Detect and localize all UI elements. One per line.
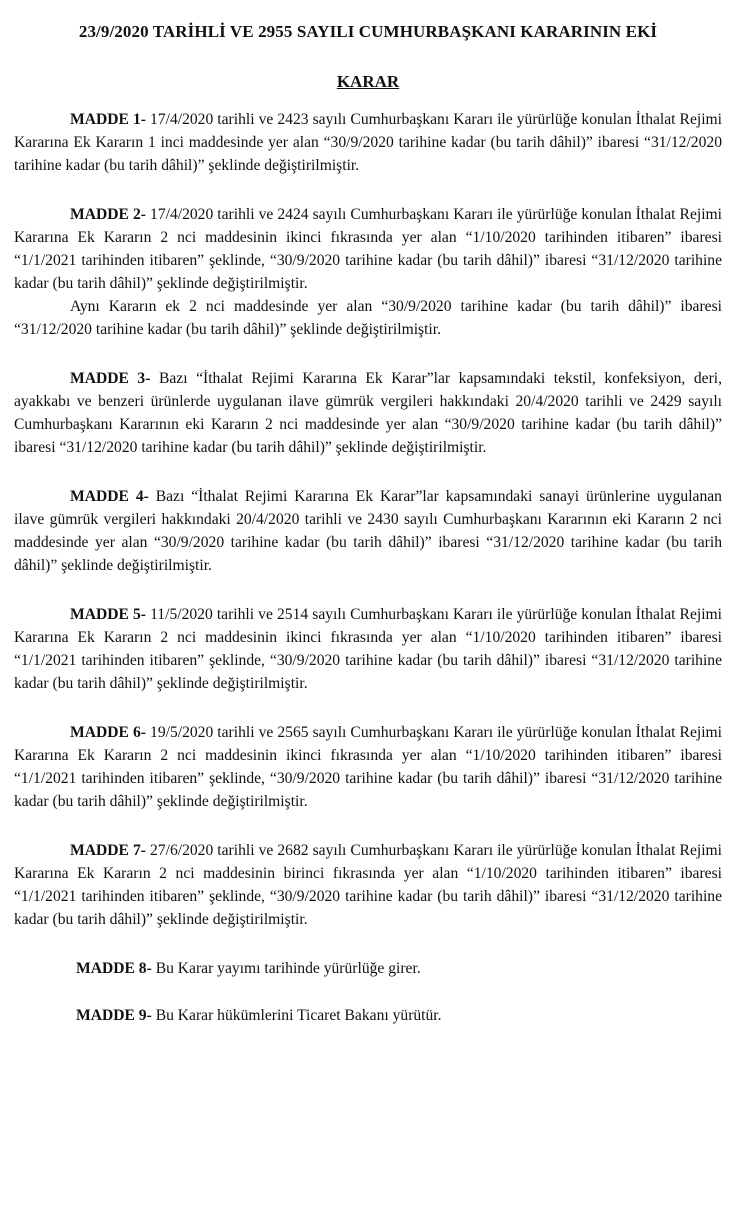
article-text: Bu Karar yayımı tarihinde yürürlüğe girer. xyxy=(155,960,421,977)
article-text: Bazı “İthalat Rejimi Kararına Ek Karar”lar kapsamındaki sanayi ürünlerine uygulanan ilave gümrük vergileri hakkındaki 20/4/2020 tarihli ve 2430 sayılı Cumhurbaşkanı Kararının eki Kararın 2 nci maddesinde yer alan “30/9/2020 tarihine kadar (bu tarih dâhil)” ibaresi “31/12/2020 tarihine kadar (bu tarih dâhil)” şeklinde değiştirilmiştir. xyxy=(14,488,722,574)
article-9 xyxy=(14,1004,722,1027)
article-text: 27/6/2020 tarihli ve 2682 sayılı Cumhurbaşkanı Kararı ile yürürlüğe konulan İthalat Rejimi Kararına Ek Kararın 2 nci maddesinin birinci fıkrasında yer alan “1/10/2020 tarihinden itibaren” ibaresi “1/1/2021 tarihinden itibaren” şeklinde, “30/9/2020 tarihine kadar (bu tarih dâhil)” ibaresi “31/12/2020 tarihine kadar (bu tarih dâhil)” şeklinde değiştirilmiştir. xyxy=(14,842,723,928)
article-5 xyxy=(14,603,722,695)
document-heading: KARAR xyxy=(336,72,400,91)
article-label: MADDE 6- xyxy=(70,724,146,741)
article-text: 19/5/2020 tarihli ve 2565 sayılı Cumhurbaşkanı Kararı ile yürürlüğe konulan İthalat Rejimi Kararına Ek Kararın 2 nci maddesinin ikinci fıkrasında yer alan “1/10/2020 tarihinden itibaren” ibaresi “1/1/2021 tarihinden itibaren” şeklinde, “30/9/2020 tarihine kadar (bu tarih dâhil)” ibaresi “31/12/2020 tarihine kadar (bu tarih dâhil)” şeklinde değiştirilmiştir. xyxy=(14,724,723,810)
article-paragraph xyxy=(14,367,722,459)
article-label: MADDE 8- xyxy=(76,960,152,977)
article-text: Bu Karar hükümlerini Ticaret Bakanı yürütür. xyxy=(155,1007,442,1024)
article-paragraph xyxy=(14,485,722,577)
article-6 xyxy=(14,721,722,813)
article-4 xyxy=(14,485,722,577)
article-label: MADDE 2- xyxy=(70,206,146,223)
document-title: 23/9/2020 TARİHLİ VE 2955 SAYILI CUMHURBAŞKANI KARARININ EKİ xyxy=(78,22,658,41)
article-2 xyxy=(14,203,722,341)
article-label: MADDE 7- xyxy=(70,842,146,859)
article-3 xyxy=(14,367,722,459)
article-text: Bazı “İthalat Rejimi Kararına Ek Karar”lar kapsamındaki tekstil, konfeksiyon, deri, ayakkabı ve benzeri ürünlerde uygulanan ilave gümrük vergileri hakkındaki 20/4/2020 tarihli ve 2429 sayılı Cumhurbaşkanı Kararının eki Kararın 2 nci maddesinde yer alan “30/9/2020 tarihine kadar (bu tarih dâhil)” ibaresi “31/12/2020 tarihine kadar (bu tarih dâhil)” şeklinde değiştirilmiştir. xyxy=(14,370,722,456)
article-label: MADDE 4- xyxy=(70,488,149,505)
article-label: MADDE 5- xyxy=(70,606,146,623)
article-8 xyxy=(14,957,722,980)
article-paragraph xyxy=(14,839,722,931)
article-paragraph xyxy=(14,295,722,341)
article-label: MADDE 3- xyxy=(70,370,151,387)
article-text: 11/5/2020 tarihli ve 2514 sayılı Cumhurbaşkanı Kararı ile yürürlüğe konulan İthalat Rejimi Kararına Ek Kararın 2 nci maddesinin ikinci fıkrasında yer alan “1/10/2020 tarihinden itibaren” ibaresi “1/1/2021 tarihinden itibaren” şeklinde, “30/9/2020 tarihine kadar (bu tarih dâhil)” ibaresi “31/12/2020 tarihine kadar (bu tarih dâhil)” şeklinde değiştirilmiştir. xyxy=(14,606,722,692)
article-paragraph xyxy=(14,203,722,295)
article-text: 17/4/2020 tarihli ve 2423 sayılı Cumhurbaşkanı Kararı ile yürürlüğe konulan İthalat Rejimi Kararına Ek Kararın 1 inci maddesinde yer alan “30/9/2020 tarihine kadar (bu tarih dâhil)” ibaresi “31/12/2020 tarihine kadar (bu tarih dâhil)” şeklinde değiştirilmiştir. xyxy=(14,111,723,174)
article-label: MADDE 9- xyxy=(76,1007,152,1024)
article-1 xyxy=(14,108,722,177)
article-paragraph xyxy=(14,603,722,695)
article-paragraph xyxy=(14,108,722,177)
article-paragraph xyxy=(14,721,722,813)
article-7 xyxy=(14,839,722,931)
article-label: MADDE 1- xyxy=(70,111,146,128)
article-paragraph xyxy=(14,1004,722,1027)
article-text: Aynı Kararın ek 2 nci maddesinde yer alan “30/9/2020 tarihine kadar (bu tarih dâhil)” ibaresi “31/12/2020 tarihine kadar (bu tarih dâhil)” şeklinde değiştirilmiştir. xyxy=(14,298,722,338)
article-text: 17/4/2020 tarihli ve 2424 sayılı Cumhurbaşkanı Kararı ile yürürlüğe konulan İthalat Rejimi Kararına Ek Kararın 2 nci maddesinin ikinci fıkrasında yer alan “1/10/2020 tarihinden itibaren” ibaresi “1/1/2021 tarihinden itibaren” şeklinde, “30/9/2020 tarihine kadar (bu tarih dâhil)” ibaresi “31/12/2020 tarihine kadar (bu tarih dâhil)” şeklinde değiştirilmiştir. xyxy=(14,206,723,292)
article-paragraph xyxy=(14,957,722,980)
